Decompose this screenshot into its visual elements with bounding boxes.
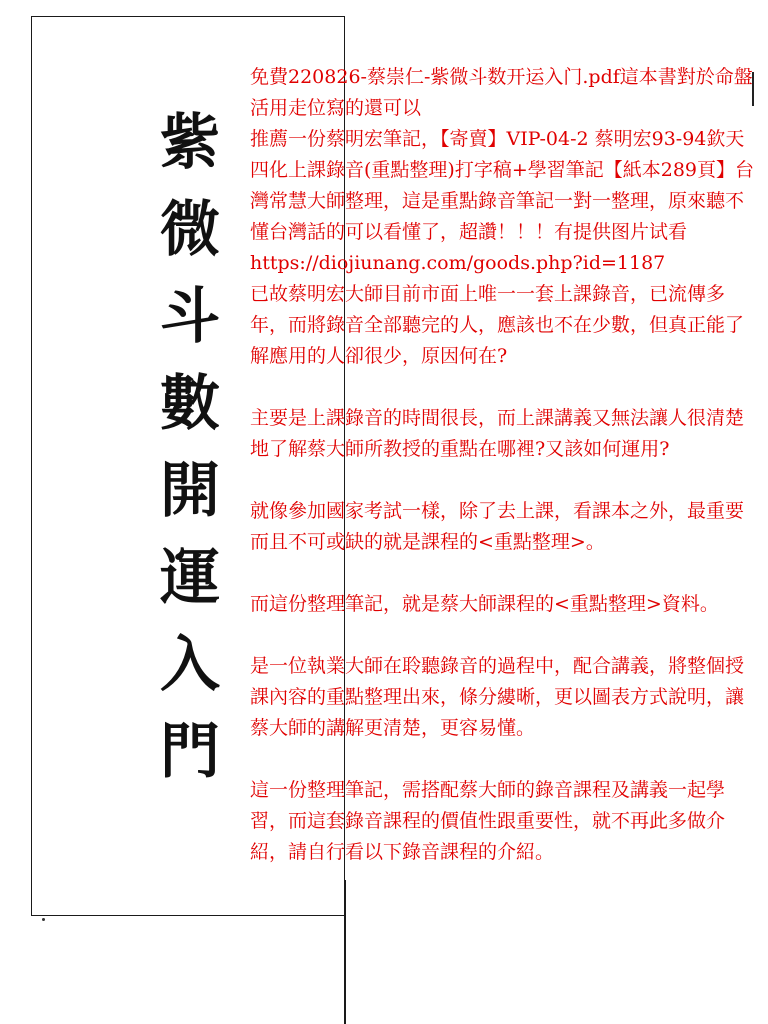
cover-title [150,100,230,796]
body-paragraph: 而這份整理筆記，就是蔡大師課程的<重點整理>資料。 [250,593,719,615]
scan-speck [42,918,45,921]
body-paragraph: 是一位執業大師在聆聽錄音的過程中，配合講義，將整個授課內容的重點整理出來，條分縷晰，更以圖表方式說明，讓蔡大師的講解更清楚，更容易懂。 [250,655,745,739]
paragraph-gap [250,372,755,403]
cover-title-char: 紫 [160,108,220,178]
cover-frame-edge [344,880,346,1024]
cover-title-char: 運 [160,543,220,613]
cover-title-char: 開 [160,456,220,526]
paragraph-gap [250,620,755,651]
cover-title-char: 門 [160,717,220,787]
body-paragraph: 主要是上課錄音的時間很長，而上課講義又無法讓人很清楚地了解蔡大師所教授的重點在哪裡?又該如何運用? [250,407,745,460]
intro-paragraph: 免費220826-蔡崇仁-紫微斗数开运入门.pdf這本書對於命盤活用走位寫的還可以 [250,66,753,119]
cover-title-char: 斗 [160,282,220,352]
recommendation-paragraph: 推薦一份蔡明宏筆記，【寄賣】VIP-04-2 蔡明宏93-94欽天四化上課錄音(重點整理)打字稿+學習筆記【紙本289頁】台灣常慧大師整理，這是重點錄音筆記一對一整理，原來聽不懂台灣話的可以看懂了，超讚！！！有提供图片试看 [250,128,755,243]
article-text [250,62,755,868]
body-paragraph: 就像參加國家考試一樣，除了去上課，看課本之外，最重要而且不可或缺的就是課程的<重點整理>。 [250,500,745,553]
paragraph-gap [250,465,755,496]
body-paragraph: 已故蔡明宏大師目前市面上唯一一套上課錄音，已流傳多年，而將錄音全部聽完的人，應該也不在少數，但真正能了解應用的人卻很少，原因何在? [250,283,745,367]
body-paragraph: 這一份整理筆記，需搭配蔡大師的錄音課程及講義一起學習，而這套錄音課程的價值性跟重要性，就不再此多做介紹，請自行看以下錄音課程的介紹。 [250,779,726,863]
cover-title-char: 微 [160,195,220,265]
cover-title-char: 入 [160,630,220,700]
paragraph-gap [250,744,755,775]
cover-title-char: 數 [160,369,220,439]
goods-url: https://diojiunang.com/goods.php?id=1187 [250,252,666,274]
paragraph-gap [250,558,755,589]
